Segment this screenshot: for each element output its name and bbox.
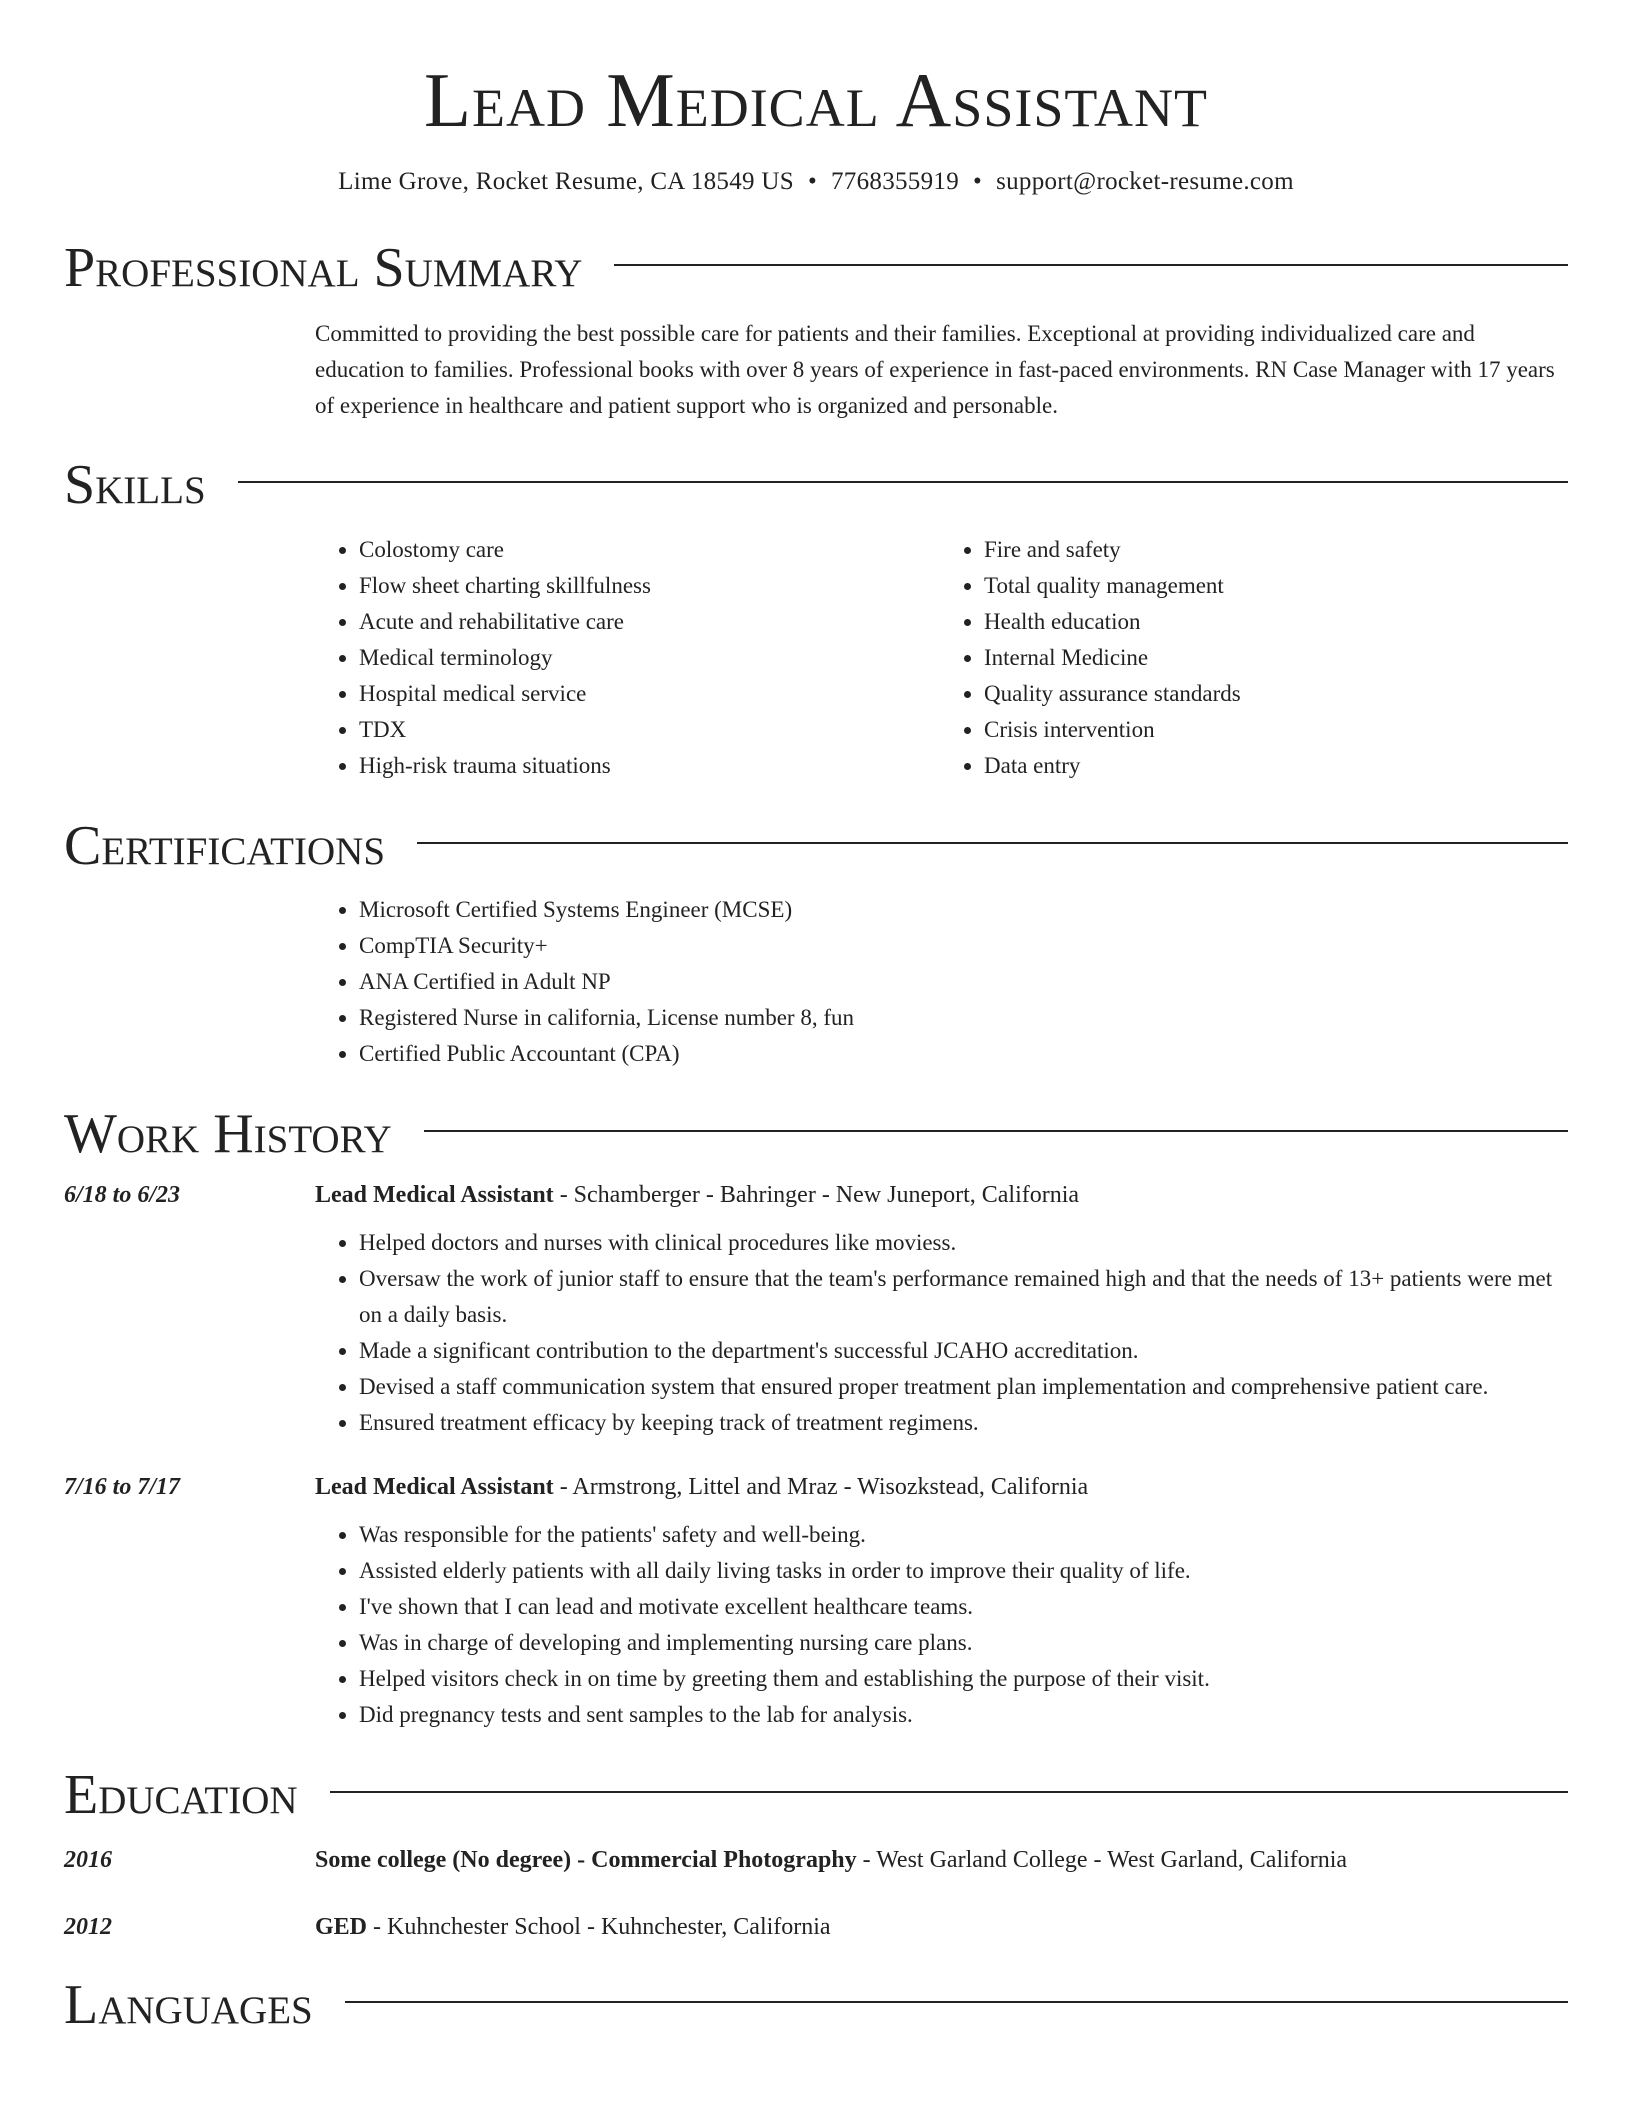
section-title-summary: Professional Summary [64,237,583,299]
section-divider [330,1791,1568,1793]
contact-line [64,168,1568,196]
work-details: - Schamberger - Bahringer - New Juneport, California [553,1182,1080,1208]
education-details: - Kuhnchester School - Kuhnchester, California [367,1914,831,1940]
work-role-line [315,1182,1079,1209]
contact-separator: • [973,168,983,195]
skill-item: • Medical terminology [359,640,940,676]
education-line [315,1914,831,1941]
work-title: Lead Medical Assistant [315,1182,554,1208]
skill-item: • Flow sheet charting skillfulness [359,568,940,604]
contact-phone: 7768355919 [831,168,959,195]
certifications-section-header [64,815,1568,877]
summary-text: Committed to providing the best possible care for patients and their families. Exceptional at providing individualized care and education to families. Professional books with over 8 years of experience in fast-paced environments. RN Case Manager with 17 years of experience in healthcare and patient support who is organized and personable. [315,321,1555,418]
education-details: - West Garland College - West Garland, California [856,1847,1348,1873]
skills-column-left [315,532,940,784]
work-section-header [64,1103,1568,1165]
section-divider [238,481,1568,483]
work-bullet: • Was responsible for the patients' safety and well-being. [359,1517,1565,1553]
resume-name: Lead Medical Assistant [423,57,1209,143]
certifications-list [315,892,1565,1072]
section-title-work: Work History [64,1103,392,1165]
certification-item: • Certified Public Accountant (CPA) [359,1036,1565,1072]
education-entry [64,1847,1568,1874]
skill-item: • Health education [984,604,1565,640]
work-entry [64,1182,1568,1441]
work-bullets [315,1517,1565,1733]
work-bullet: • Devised a staff communication system that ensured proper treatment plan implementation and comprehensive patient care. [359,1369,1565,1405]
work-title: Lead Medical Assistant [315,1474,554,1500]
section-title-skills: Skills [64,454,206,516]
section-title-education: Education [64,1764,298,1826]
work-dates: 7/16 to 7/17 [64,1474,181,1500]
skill-item: • Hospital medical service [359,676,940,712]
work-bullet: • Was in charge of developing and implementing nursing care plans. [359,1625,1565,1661]
certification-item: • Microsoft Certified Systems Engineer (MCSE) [359,892,1565,928]
work-entry-header [64,1474,1568,1501]
work-bullet: • Ensured treatment efficacy by keeping track of treatment regimens. [359,1405,1565,1441]
education-degree: Some college (No degree) - Commercial Photography [315,1847,857,1873]
skill-item: • Internal Medicine [984,640,1565,676]
certification-item: • CompTIA Security+ [359,928,1565,964]
contact-separator: • [807,168,817,195]
work-bullets [315,1225,1565,1441]
skill-item: • Acute and rehabilitative care [359,604,940,640]
work-dates: 6/18 to 6/23 [64,1182,181,1208]
section-divider [417,842,1568,844]
work-bullet: • I've shown that I can lead and motivate excellent healthcare teams. [359,1589,1565,1625]
section-title-languages: Languages [64,1974,313,2036]
section-title-certifications: Certifications [64,815,386,877]
section-divider [345,2001,1568,2003]
education-degree: GED [315,1914,368,1940]
education-entry [64,1914,1568,1941]
work-bullet: • Oversaw the work of junior staff to ensure that the team's performance remained high and that the needs of 13+ patients were met on a daily basis. [359,1261,1565,1333]
skills-section-header [64,454,1568,516]
education-year: 2016 [64,1847,112,1873]
skill-item: • High-risk trauma situations [359,748,940,784]
work-bullet: • Helped visitors check in on time by greeting them and establishing the purpose of their visit. [359,1661,1565,1697]
skill-item: • Quality assurance standards [984,676,1565,712]
education-section-header [64,1764,1568,1826]
section-divider [424,1130,1568,1132]
work-entry-header [64,1182,1568,1209]
skills-list [315,532,1565,784]
languages-section-header [64,1974,1568,2036]
education-year: 2012 [64,1914,112,1940]
work-bullet: • Helped doctors and nurses with clinical procedures like moviess. [359,1225,1565,1261]
skills-column-right [940,532,1565,784]
skill-item: • TDX [359,712,940,748]
work-role-line [315,1474,1088,1501]
work-entry [64,1474,1568,1733]
skill-item: • Total quality management [984,568,1565,604]
contact-email: support@rocket-resume.com [996,168,1294,195]
skill-item: • Colostomy care [359,532,940,568]
certification-item: • Registered Nurse in california, License number 8, fun [359,1000,1565,1036]
work-details: - Armstrong, Littel and Mraz - Wisozkstead, California [553,1474,1089,1500]
skill-item: • Data entry [984,748,1565,784]
skill-item: • Crisis intervention [984,712,1565,748]
education-line [315,1847,1347,1874]
section-divider [614,264,1568,266]
contact-address: Lime Grove, Rocket Resume, CA 18549 US [338,168,794,195]
resume-page [64,0,1568,2036]
work-bullet: • Assisted elderly patients with all daily living tasks in order to improve their quality of life. [359,1553,1565,1589]
work-bullet: • Made a significant contribution to the department's successful JCAHO accreditation. [359,1333,1565,1369]
skill-item: • Fire and safety [984,532,1565,568]
certification-item: • ANA Certified in Adult NP [359,964,1565,1000]
summary-section-header [64,237,1568,299]
work-bullet: • Did pregnancy tests and sent samples to the lab for analysis. [359,1697,1565,1733]
